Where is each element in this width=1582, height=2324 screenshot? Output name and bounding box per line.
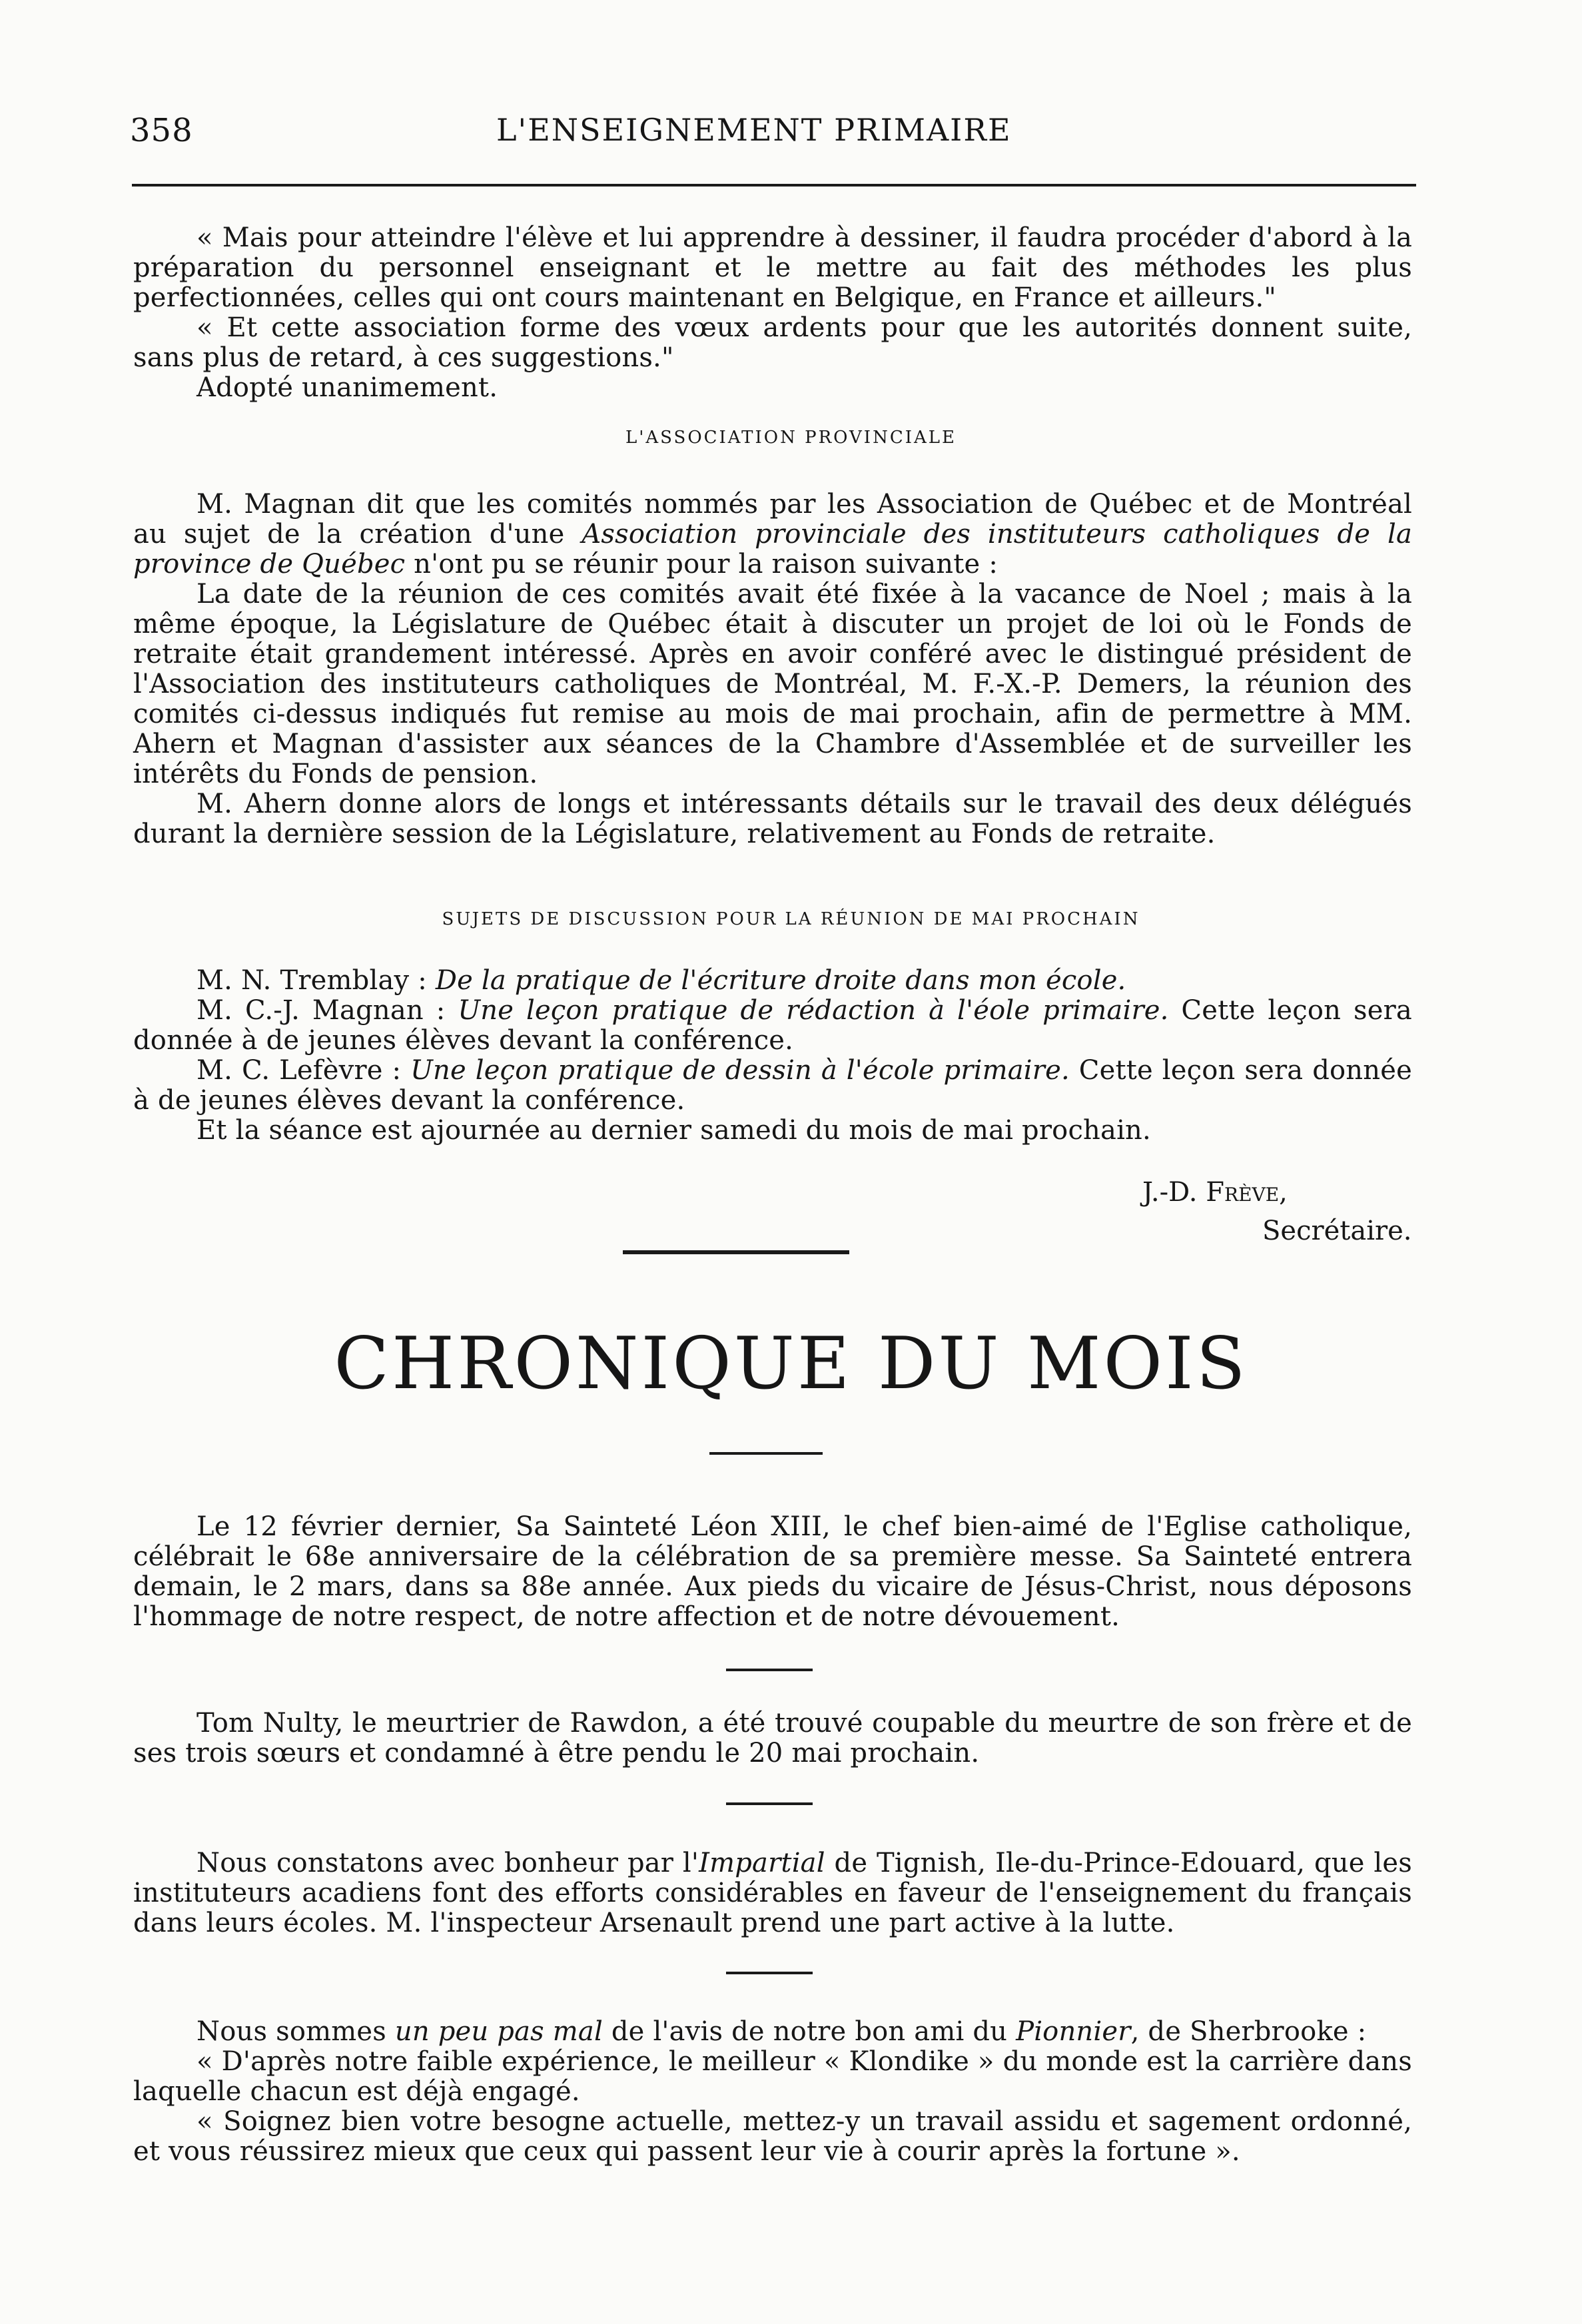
signature-role: Secrétaire. [1262,1216,1412,1246]
title-rule [709,1452,823,1455]
subjects-heading: SUJETS DE DISCUSSION POUR LA RÉUNION DE MAI PROCHAIN [442,909,1140,929]
chronique-paragraph-5: « D'après notre faible expérience, le meilleur « Klondike » du monde est la carrière dans laquelle chacun est déjà engagé. [133,2046,1412,2107]
association-paragraph-3: M. Ahern donne alors de longs et intéressants détails sur le travail des deux délégués durant la dernière session de la Législature, relativement au Fonds de retraite. [133,789,1412,849]
chronique-item-2 [133,1709,1412,1768]
section-separator [623,1250,849,1254]
chronique-paragraph-3: Nous constatons avec bonheur par l'Impartial de Tignish, Ile-du-Prince-Edouard, que les instituteurs acadiens font des efforts considérables en faveur de l'enseignement du français dans leurs écoles. M. l'inspecteur Arsenault prend une part active à la lutte. [133,1848,1413,1938]
resolution-section [133,223,1412,403]
chronique-paragraph-2: Tom Nulty, le meurtrier de Rawdon, a été trouvé coupable du meurtre de son frère et de ses trois sœurs et condamné à être pendu le 20 mai prochain. [133,1708,1412,1768]
chronique-paragraph-6: « Soignez bien votre besogne actuelle, mettez-y un travail assidu et sagement ordonné, et vous réussirez mieux que ceux qui passent leur vie à courir après la fortune ». [133,2106,1412,2167]
chronique-item-4 [133,2017,1412,2167]
item-rule-3 [726,1972,813,1974]
signature-name: J.-D. Frève, [1142,1177,1288,1208]
chronique-item-1 [133,1512,1412,1632]
chronique-item-3 [133,1848,1412,1938]
association-title-italic: Association provinciale des instituteurs catholiques de la province de Québec [133,519,1412,580]
resolution-paragraph-2: « Et cette association forme des vœux ardents pour que les autorités donnent suite, sans plus de retard, à ces suggestions." [133,312,1412,373]
closing-sentence: Et la séance est ajournée au dernier samedi du mois de mai prochain. [197,1115,1151,1146]
item-rule-2 [726,1802,813,1805]
subject-item-3: M. C. Lefèvre : Une leçon pratique de dessin à l'école primaire. Cette leçon sera donnée à de jeunes élèves devant la conférence. [133,1055,1412,1116]
item-rule-1 [726,1669,813,1671]
association-section [133,490,1412,849]
header-rule [132,184,1416,187]
association-paragraph-2: La date de la réunion de ces comités avait été fixée à la vacance de Noel ; mais à la même époque, la Législature de Québec était à discuter un projet de loi où le Fonds de retraite était grandement intéressé. Après en avoir conféré avec le distingué président de l'Association des instituteurs catholiques de Montréal, M. F.-X.-P. Demers, la réunion des comités ci-dessus indiqués fut remise au mois de mai prochain, afin de permettre à MM. Ahern et Magnan d'assister aux séances de la Chambre d'Assemblée et de surveiller les intérêts du Fonds de pension. [133,579,1412,789]
subject-item-2: M. C.-J. Magnan : Une leçon pratique de rédaction à l'éole primaire. Cette leçon sera donnée à de jeunes élèves devant la conférence. [133,995,1412,1056]
chronique-paragraph-4: Nous sommes un peu pas mal de l'avis de notre bon ami du Pionnier, de Sherbrooke : [197,2016,1367,2047]
page-number: 358 [130,112,193,149]
chronique-title: CHRONIQUE DU MOIS [334,1322,1248,1405]
chronique-paragraph-1: Le 12 février dernier, Sa Sainteté Léon XIII, le chef bien-aimé de l'Eglise catholique, célébrait le 68e anniversaire de la célébration de sa première messe. Sa Sainteté entrera demain, le 2 mars, dans sa 88e année. Aux pieds du vicaire de Jésus-Christ, nous déposons l'hommage de notre respect, de notre affection et de notre dévouement. [133,1511,1412,1632]
subjects-section [133,966,1412,1146]
subject-item-1: M. N. Tremblay : De la pratique de l'écriture droite dans mon école. [197,965,1126,996]
association-heading: L'ASSOCIATION PROVINCIALE [625,428,957,448]
resolution-paragraph-1: « Mais pour atteindre l'élève et lui apprendre à dessiner, il faudra procéder d'abord à la préparation du personnel enseignant et le mettre au fait des méthodes les plus perfectionnées, celles qui ont cours maintenant en Belgique, en France et ailleurs." [133,222,1412,313]
resolution-paragraph-3: Adopté unanimement. [197,372,498,403]
running-title: L'ENSEIGNEMENT PRIMAIRE [496,112,1012,148]
association-paragraph-1: M. Magnan dit que les comités nommés par les Association de Québec et de Montréal au sujet de la création d'une Association provinciale des instituteurs catholiques de la province de Québec n'ont pu se réunir pour la raison suivante : [133,489,1412,580]
